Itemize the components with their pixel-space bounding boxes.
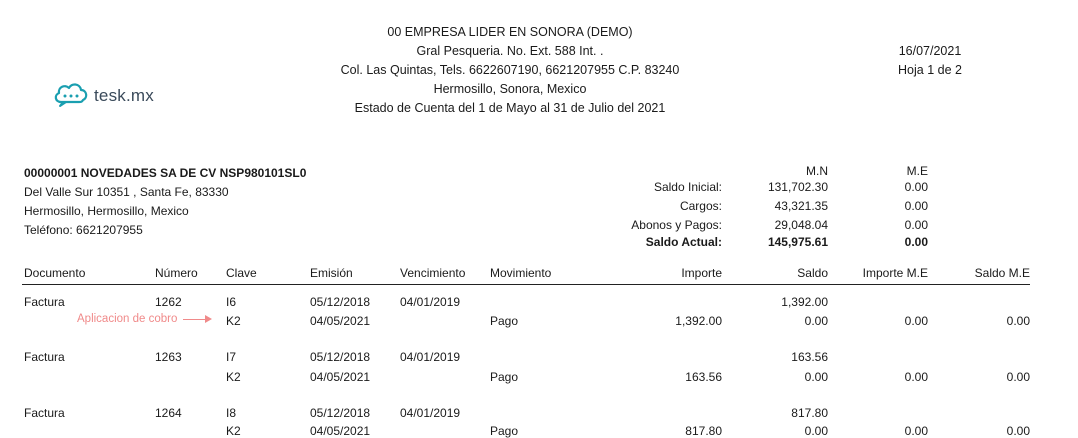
summary-col-mn: M.N xyxy=(806,164,828,178)
cell-movimiento: Pago xyxy=(490,370,519,384)
cell-clave: I6 xyxy=(226,295,237,309)
cell-clave: K2 xyxy=(226,370,241,384)
cell-saldo: 1,392.00 xyxy=(781,295,828,309)
cell-emision: 04/05/2021 xyxy=(310,424,371,438)
summary-col-me: M.E xyxy=(906,164,928,178)
cell-saldo-me: 0.00 xyxy=(1006,370,1030,384)
summary-label-saldo-inicial: Saldo Inicial: xyxy=(653,180,722,194)
cell-saldo-me: 0.00 xyxy=(1006,424,1030,438)
cell-emision: 04/05/2021 xyxy=(310,370,371,384)
cell-vencimiento: 04/01/2019 xyxy=(400,350,461,364)
col-header-emision: Emisión xyxy=(310,266,353,280)
col-header-vencimiento: Vencimiento xyxy=(400,266,466,280)
arrow-line xyxy=(183,319,205,320)
cell-saldo-me: 0.00 xyxy=(1006,314,1030,328)
cell-saldo: 163.56 xyxy=(791,350,828,364)
col-header-saldo: Saldo xyxy=(797,266,828,280)
cell-emision: 04/05/2021 xyxy=(310,314,371,328)
cell-numero: 1264 xyxy=(155,406,182,420)
cell-clave: K2 xyxy=(226,314,241,328)
customer-title: 00000001 NOVEDADES SA DE CV NSP980101SL0 xyxy=(24,166,307,180)
header-divider xyxy=(22,284,1030,285)
summary-me-saldo-actual: 0.00 xyxy=(904,235,928,249)
summary-label-saldo-actual: Saldo Actual: xyxy=(645,235,722,249)
col-header-importe: Importe xyxy=(681,266,722,280)
page-indicator: Hoja 1 de 2 xyxy=(898,63,962,77)
cell-numero: 1262 xyxy=(155,295,182,309)
summary-mn-saldo-inicial: 131,702.30 xyxy=(767,180,828,194)
col-header-clave: Clave xyxy=(226,266,257,280)
col-header-movimiento: Movimiento xyxy=(490,266,552,280)
cell-movimiento: Pago xyxy=(490,314,519,328)
company-name: 00 EMPRESA LIDER EN SONORA (DEMO) xyxy=(387,25,633,39)
cell-importe-me: 0.00 xyxy=(904,370,928,384)
summary-me-abonos: 0.00 xyxy=(904,218,928,232)
cell-emision: 05/12/2018 xyxy=(310,295,371,309)
cell-clave: K2 xyxy=(226,424,241,438)
company-city: Hermosillo, Sonora, Mexico xyxy=(433,82,587,96)
col-header-importe-me: Importe M.E xyxy=(862,266,928,280)
cell-saldo: 0.00 xyxy=(804,314,828,328)
cell-clave: I7 xyxy=(226,350,237,364)
cell-documento: Factura xyxy=(24,350,65,364)
cell-emision: 05/12/2018 xyxy=(310,350,371,364)
cell-importe-me: 0.00 xyxy=(904,424,928,438)
summary-mn-saldo-actual: 145,975.61 xyxy=(767,235,828,249)
annotation-text: Aplicacion de cobro xyxy=(77,313,178,325)
cell-clave: I8 xyxy=(226,406,237,420)
customer-address: Del Valle Sur 10351 , Santa Fe, 83330 xyxy=(24,185,229,199)
cell-importe: 817.80 xyxy=(685,424,722,438)
cell-movimiento: Pago xyxy=(490,424,519,438)
cell-importe-me: 0.00 xyxy=(904,314,928,328)
logo-text: tesk.mx xyxy=(94,85,154,105)
cell-saldo: 0.00 xyxy=(804,370,828,384)
customer-city: Hermosillo, Hermosillo, Mexico xyxy=(24,204,189,218)
company-address-line1: Gral Pesqueria. No. Ext. 588 Int. . xyxy=(416,44,604,58)
cell-numero: 1263 xyxy=(155,350,182,364)
cell-documento: Factura xyxy=(24,406,65,420)
company-address-line2: Col. Las Quintas, Tels. 6622607190, 6621207955 C.P. 83240 xyxy=(340,63,680,77)
cell-vencimiento: 04/01/2019 xyxy=(400,406,461,420)
cloud-logo-icon xyxy=(52,80,90,111)
report-date: 16/07/2021 xyxy=(898,44,962,58)
cell-saldo: 817.80 xyxy=(791,406,828,420)
cell-importe: 1,392.00 xyxy=(675,314,722,328)
cell-importe: 163.56 xyxy=(685,370,722,384)
summary-label-cargos: Cargos: xyxy=(679,199,722,213)
cell-documento: Factura xyxy=(24,295,65,309)
customer-phone: Teléfono: 6621207955 xyxy=(24,223,143,237)
col-header-documento: Documento xyxy=(24,266,86,280)
col-header-numero: Número xyxy=(155,266,198,280)
summary-mn-cargos: 43,321.35 xyxy=(774,199,828,213)
summary-label-abonos: Abonos y Pagos: xyxy=(631,218,722,232)
summary-mn-abonos: 29,048.04 xyxy=(774,218,828,232)
cell-vencimiento: 04/01/2019 xyxy=(400,295,461,309)
summary-me-saldo-inicial: 0.00 xyxy=(904,180,928,194)
col-header-saldo-me: Saldo M.E xyxy=(974,266,1030,280)
arrow-right-icon xyxy=(205,315,212,323)
tesk-logo xyxy=(52,80,154,111)
annotation-aplicacion-cobro xyxy=(77,313,212,325)
statement-title: Estado de Cuenta del 1 de Mayo al 31 de Julio del 2021 xyxy=(354,101,666,115)
summary-me-cargos: 0.00 xyxy=(904,199,928,213)
cell-saldo: 0.00 xyxy=(804,424,828,438)
cell-emision: 05/12/2018 xyxy=(310,406,371,420)
